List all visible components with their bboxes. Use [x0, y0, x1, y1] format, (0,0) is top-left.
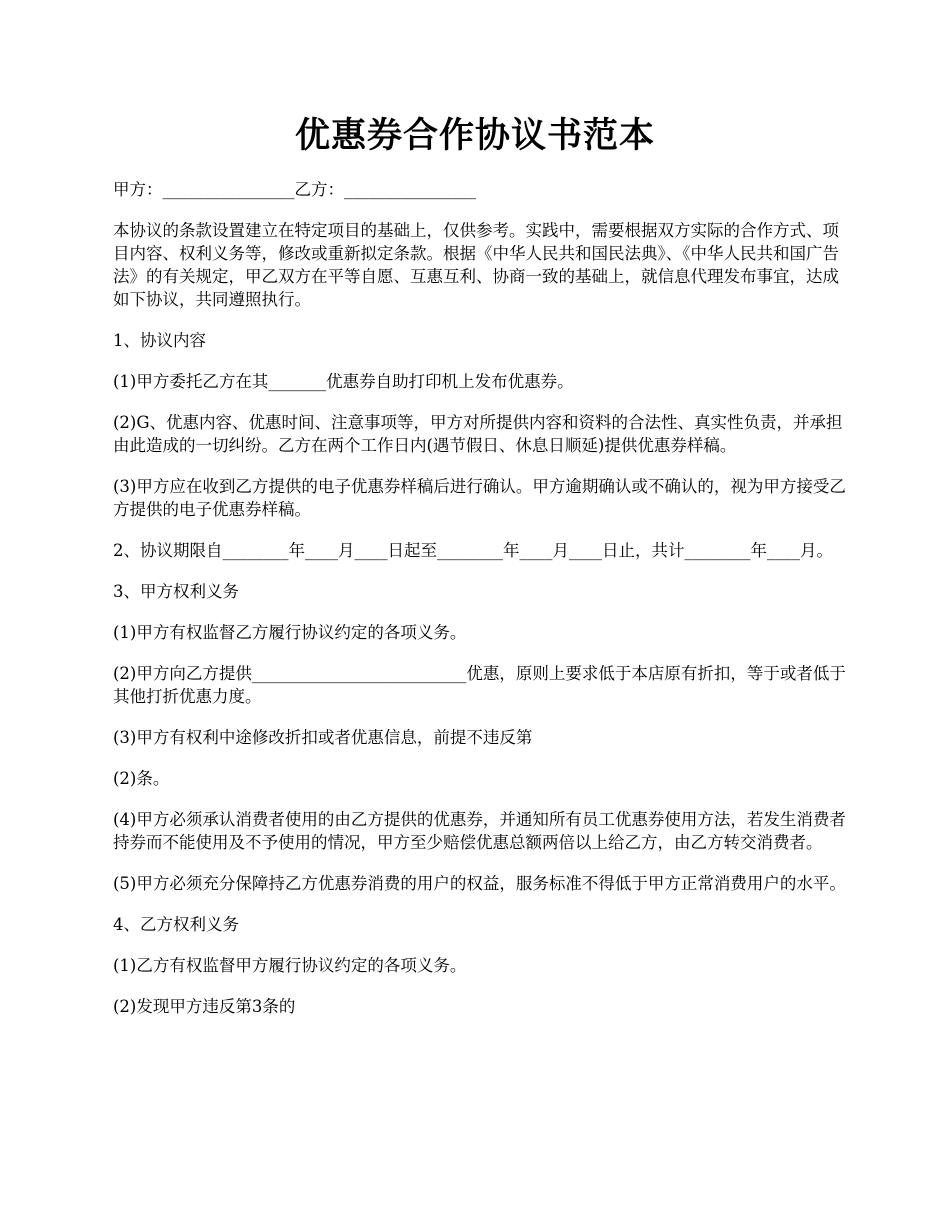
section-heading-2-term: 2、协议期限自________年____月____日起至________年____月____日止，共计________年____月。	[113, 541, 833, 560]
clause-1-1: (1)甲方委托乙方在其_______优惠券自助打印机上发布优惠券。	[113, 372, 574, 391]
clause-3-3-continued: (2)条。	[113, 769, 170, 788]
clause-3-1: (1)甲方有权监督乙方履行协议约定的各项义务。	[113, 623, 467, 642]
clause-1-2: (2)G、优惠内容、优惠时间、注意事项等，甲方对所提供内容和资料的合法性、真实性负责，并承担由此造成的一切纠纷。乙方在两个工作日内(遇节假日、休息日顺延)提供优惠券样稿。	[113, 413, 843, 455]
clause-3-5: (5)甲方必须充分保障持乙方优惠券消费的用户的权益，服务标准不得低于甲方正常消费用户的水平。	[113, 874, 846, 893]
clause-1-3: (3)甲方应在收到乙方提供的电子优惠券样稿后进行确认。甲方逾期确认或不确认的，视为甲方接受乙方提供的电子优惠券样稿。	[113, 477, 846, 519]
clause-4-2: (2)发现甲方违反第3条的	[113, 997, 296, 1016]
clause-3-4: (4)甲方必须承认消费者使用的由乙方提供的优惠券，并通知所有员工优惠券使用方法，若发生消费者持券而不能使用及不予使用的情况，甲方至少赔偿优惠总额两倍以上给乙方，由乙方转交消费者。	[113, 810, 846, 852]
document-body	[113, 178, 848, 1036]
section-heading-3: 3、甲方权利义务	[113, 582, 239, 601]
clause-3-2: (2)甲方向乙方提供__________________________优惠，原则上要求低于本店原有折扣，等于或者低于其他打折优惠力度。	[113, 664, 846, 706]
preamble-paragraph: 本协议的条款设置建立在特定项目的基础上，仅供参考。实践中，需要根据双方实际的合作方式、项目内容、权利义务等，修改或重新拟定条款。根据《中华人民共和国民法典》、《中华人民共和国广告法》的有关规定，甲乙双方在平等自愿、互惠互利、协商一致的基础上，就信息代理发布事宜，达成如下协议，共同遵照执行。	[113, 221, 839, 309]
clause-3-3: (3)甲方有权利中途修改折扣或者优惠信息，前提不违反第	[113, 728, 533, 747]
section-heading-4: 4、乙方权利义务	[113, 915, 239, 934]
document-title: 优惠券合作协议书范本	[294, 115, 655, 156]
section-heading-1: 1、协议内容	[113, 331, 206, 350]
party-line: 甲方：________________乙方：________________	[113, 180, 476, 199]
clause-4-1: (1)乙方有权监督甲方履行协议约定的各项义务。	[113, 956, 467, 975]
